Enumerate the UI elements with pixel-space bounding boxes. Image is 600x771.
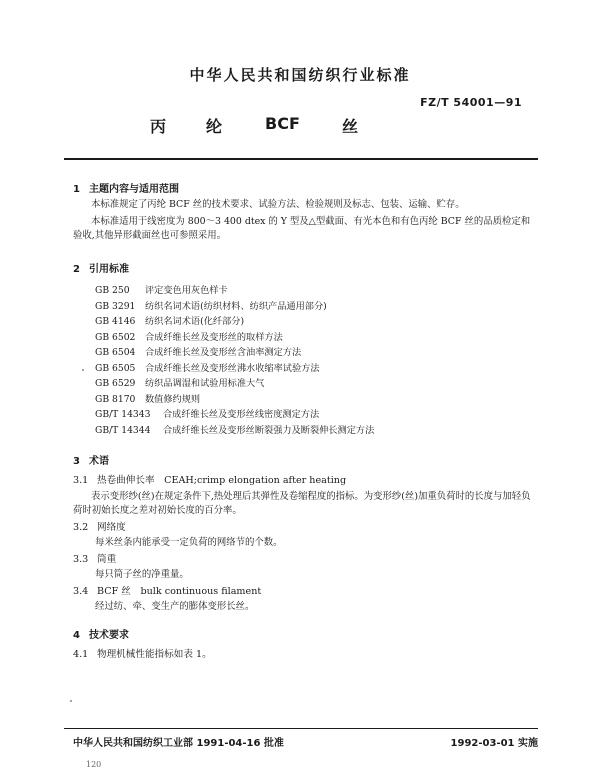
term-3-2-heading [73,521,126,535]
reference-code: GB 3291 [95,300,136,312]
reference-title: 合成纤维长丝及变形丝线密度测定方法 [163,409,320,420]
section-1-paragraph-2: 本标准适用于线密度为 800～3 400 dtex 的 Y 型及△型截面、有光本色和有色丙纶 BCF 丝的品质检定和验收,其他异形截面丝也可参照采用。 [73,216,531,241]
footer-rule [64,728,538,729]
doc-title-part-1: 丙 [150,117,167,136]
reference-title: 纺织品调湿和试验用标准大气 [145,378,265,389]
reference-title: 评定变色用灰色样卡 [145,285,228,296]
term-number: 3.2 [73,522,89,533]
term-number: 3.4 [73,586,89,597]
term-3-1-definition: 表示变形纱(丝)在规定条件下,热处理后其弹性及卷缩程度的指标。为变形纱(丝)加重负荷时的长度与加轻负荷时初始长度之差对初始长度的百分率。 [73,491,531,516]
reference-item [95,393,374,409]
reference-item [95,424,374,440]
reference-list [95,284,374,439]
section-2-heading [73,260,129,275]
doc-title-part-2: 纶 [206,117,223,136]
reference-item [95,331,374,347]
reference-code: GB/T 14344 [95,424,151,436]
approval-line: 中华人民共和国纺织工业部 1991-04-16 批准 [73,738,284,749]
reference-title: 合成纤维长丝及变形丝含油率测定方法 [145,347,302,358]
scan-speck [70,700,72,702]
section-title: 术语 [89,456,109,467]
section-number: 3 [73,456,80,467]
term-3-2-definition: 每米丝条内能承受一定负荷的网络节的个数。 [95,537,283,548]
clause-4-1 [73,648,212,662]
term-heading: 热卷曲伸长率 CEAH;crimp elongation after heating [97,475,347,486]
term-3-1-heading [73,474,346,488]
reference-title: 纺织名词术语(纺织材料、纺织产品通用部分) [145,300,327,312]
reference-item [95,362,374,378]
reference-item [95,300,374,316]
section-3-heading [73,452,109,467]
reference-title: 数值修约规则 [145,393,201,405]
reference-item [95,346,374,362]
section-4-heading [73,626,129,641]
reference-code: GB 6505 [95,362,136,374]
doc-title-part-4: 丝 [342,117,359,136]
section-title: 技术要求 [89,630,129,641]
clause-number: 4.1 [73,649,89,660]
reference-code: GB/T 14343 [95,409,151,420]
term-3-4-definition: 经过纺、牵、变生产的膨体变形长丝。 [95,601,255,612]
term-3-4-heading [73,585,261,599]
reference-item [95,377,374,393]
issuing-body-title: 中华人民共和国纺织行业标准 [189,66,411,84]
term-heading: BCF 丝 bulk continuous filament [97,586,262,597]
page-number: 120 [86,760,102,769]
section-number: 1 [73,184,80,195]
term-heading: 网络度 [97,522,126,533]
term-heading: 筒重 [97,554,117,565]
section-1-paragraph-1: 本标准规定了丙纶 BCF 丝的技术要求、试验方法、检验规则及标志、包装、运输、贮存。 [91,199,465,210]
reference-title: 纺织名词术语(化纤部分) [145,316,245,327]
reference-title: 合成纤维长丝及变形丝的取样方法 [145,331,283,343]
term-3-3-heading [73,553,116,567]
term-3-3-definition: 每只筒子丝的净重量。 [95,569,189,580]
reference-code: GB 8170 [95,393,136,405]
reference-item [95,315,374,331]
section-title: 引用标准 [89,264,129,275]
reference-code: GB 4146 [95,316,136,327]
reference-code: GB 6504 [95,347,136,358]
reference-code: GB 250 [95,285,130,296]
term-number: 3.1 [73,475,89,486]
standard-code: FZ/T 54001—91 [420,96,522,109]
doc-title-part-3: BCF [265,114,300,133]
header-rule [64,158,538,160]
term-number: 3.3 [73,554,89,565]
reference-item [95,284,374,300]
reference-item [95,408,374,424]
section-title: 主题内容与适用范围 [89,184,179,195]
implementation-date: 1992-03-01 实施 [450,738,538,749]
scan-speck [82,369,84,371]
section-1-heading [73,180,179,195]
clause-text: 物理机械性能指标如表 1。 [97,649,212,660]
reference-title: 合成纤维长丝及变形丝沸水收缩率试验方法 [145,362,320,374]
reference-code: GB 6502 [95,331,136,343]
reference-code: GB 6529 [95,378,136,389]
reference-title: 合成纤维长丝及变形丝断裂强力及断裂伸长测定方法 [163,424,375,436]
section-number: 4 [73,630,80,641]
section-number: 2 [73,264,80,275]
